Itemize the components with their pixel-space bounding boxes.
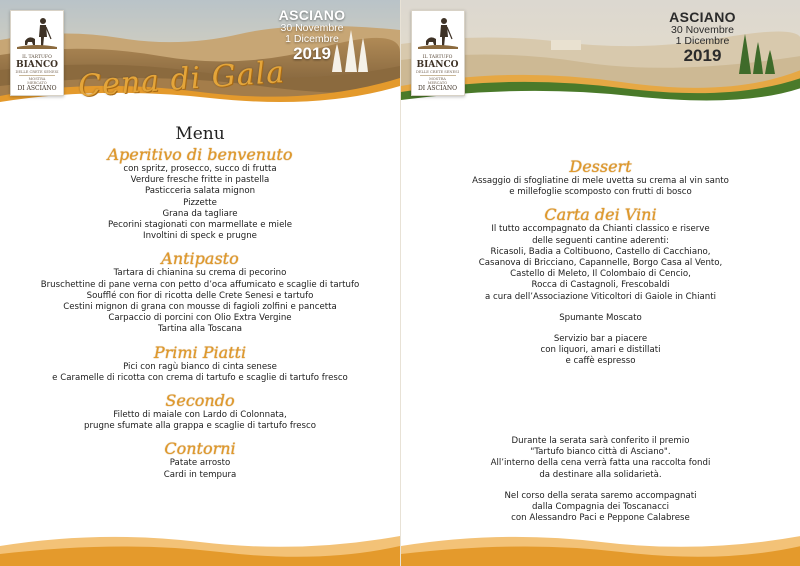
event-city: ASCIANO xyxy=(669,9,736,25)
section-items xyxy=(0,362,400,384)
event-year: 2019 xyxy=(293,44,331,63)
wine-line: Castello di Meleto, Il Colombaio di Cencio, xyxy=(510,269,691,280)
section-title: Contorni xyxy=(164,439,236,459)
note-line: con Alessandro Paci e Peppone Calabrese xyxy=(511,513,690,524)
menu-item: Soufflé con fior di ricotta delle Crete Senesi e tartufo xyxy=(86,290,314,301)
section-primi xyxy=(0,344,400,384)
wine-line: Ricasoli, Badia a Coltibuono, Castello di Cacchiano, xyxy=(490,246,711,257)
menu-item: Cardi in tempura xyxy=(163,469,237,480)
menu-item: e millefoglie scomposto con frutti di bosco xyxy=(509,187,692,198)
section-dessert xyxy=(401,158,800,198)
section-items xyxy=(0,164,400,242)
bar-line: Servizio bar a piacere xyxy=(553,334,648,345)
right-page xyxy=(401,0,800,566)
section-secondo xyxy=(0,392,400,432)
section-items xyxy=(0,458,400,480)
menu-item: Pizzette xyxy=(183,197,217,208)
menu-item: Filetto di maiale con Lardo di Colonnata, xyxy=(113,410,287,421)
spacer xyxy=(401,481,800,491)
event-info xyxy=(661,10,745,65)
menu-title: Menu xyxy=(175,124,225,144)
menu-item: Pici con ragù bianco di cinta senese xyxy=(123,361,277,372)
note-line: da destinare alla solidarietà. xyxy=(539,469,662,480)
section-items xyxy=(0,410,400,432)
menu-item: Pecorini stagionati con marmellate e miele xyxy=(107,220,293,231)
event-date1: 30 Novembre xyxy=(280,22,344,34)
logo-line2: BIANCO xyxy=(416,60,459,70)
menu-item: Cestini mignon di grana con mousse di fagioli zolfini e pancetta xyxy=(63,302,337,313)
gala-banner: Cena di Gala xyxy=(77,54,287,105)
logo-line3: DELLE CRETE SENESI xyxy=(415,70,460,74)
menu-content xyxy=(0,124,400,489)
section-antipasto xyxy=(0,250,400,335)
logo-line2: BIANCO xyxy=(15,60,59,70)
wine-line: a cura dell’Associazione Viticoltori di Gaiole in Chianti xyxy=(485,291,716,302)
logo-line5: DI ASCIANO xyxy=(418,85,457,92)
menu-item: Tartina alla Toscana xyxy=(157,324,243,335)
wine-line: Casanova di Bricciano, Capannelle, Borgo Casa al Vento, xyxy=(478,258,723,269)
truffle-hunter-icon xyxy=(17,15,57,49)
menu-item: Grana da tagliare xyxy=(162,208,238,219)
menu-item: Patate arrosto xyxy=(169,458,231,469)
section-items xyxy=(0,268,400,335)
section-title: Secondo xyxy=(165,391,235,411)
menu-item: Carpaccio di porcini con Olio Extra Vergine xyxy=(108,313,292,324)
note-line: Nel corso della serata saremo accompagnati xyxy=(504,490,697,501)
logo-line4: MOSTRA MERCATO xyxy=(420,75,456,85)
spacer xyxy=(401,324,800,334)
menu-item: e Caramelle di ricotta con crema di tartufo e scaglie di tartufo fresco xyxy=(52,372,348,383)
section-title: Dessert xyxy=(569,157,632,176)
truffle-hunter-icon xyxy=(418,15,458,49)
wine-line: Il tutto accompagnato da Chianti classico e riserve xyxy=(491,224,710,235)
section-title: Carta dei Vini xyxy=(544,205,657,225)
spacer xyxy=(401,303,800,313)
wine-line: Rocca di Castagnoli, Frescobaldi xyxy=(531,280,670,291)
menu-content xyxy=(401,158,800,376)
menu-item: Pasticceria salata mignon xyxy=(144,186,256,197)
logo-line1: IL TARTUFO xyxy=(422,55,453,60)
event-info xyxy=(272,8,352,63)
event-date2: 1 Dicembre xyxy=(285,33,339,45)
spumante-line: Spumante Moscato xyxy=(559,312,642,323)
bar-line: e caffè espresso xyxy=(565,356,636,367)
section-title: Aperitivo di benvenuto xyxy=(107,145,293,164)
footer-wave xyxy=(0,516,400,566)
logo-line3: DELLE CRETE SENESI xyxy=(15,70,59,74)
tartufo-bianco-logo xyxy=(10,10,64,96)
logo-line4: MOSTRA MERCATO xyxy=(19,75,55,85)
menu-item: Bruschettine di pane verna con petto d’oca affumicato e scaglie di tartufo xyxy=(40,279,360,290)
section-aperitivo xyxy=(0,146,400,242)
menu-item: Involtini di speck e prugne xyxy=(143,231,257,242)
tartufo-bianco-logo xyxy=(411,10,465,96)
note-line: Durante la serata sarà conferito il premio xyxy=(511,436,690,446)
menu-item: prugne sfumate alla grappa e scaglie di tartufo fresco xyxy=(84,421,316,432)
note-line: "Tartufo bianco città di Asciano". xyxy=(530,447,671,458)
event-notes xyxy=(401,436,800,524)
logo-line5: DI ASCIANO xyxy=(17,85,57,92)
menu-item: Assaggio di sfogliatine di mele uvetta su crema al vin santo xyxy=(472,176,729,186)
event-date2: 1 Dicembre xyxy=(675,35,730,47)
event-date1: 30 Novembre xyxy=(670,24,735,36)
section-items xyxy=(401,224,800,367)
section-title: Antipasto xyxy=(161,249,239,269)
event-year: 2019 xyxy=(683,46,722,65)
footer-wave xyxy=(401,516,800,566)
wine-line: delle seguenti cantine aderenti: xyxy=(532,235,669,246)
section-wines xyxy=(401,206,800,367)
bar-line: con liquori, amari e distillati xyxy=(540,345,661,356)
menu-item: Tartara di chianina su crema di pecorino xyxy=(113,268,287,279)
event-city: ASCIANO xyxy=(278,7,346,23)
note-line: dalla Compagnia dei Toscanacci xyxy=(531,502,670,513)
note-line: All’interno della cena verrà fatta una raccolta fondi xyxy=(490,458,711,469)
section-items xyxy=(401,176,800,198)
logo-line1: IL TARTUFO xyxy=(22,55,52,60)
section-title: Primi Piatti xyxy=(153,342,247,362)
menu-item: Verdure fresche fritte in pastella xyxy=(130,175,270,186)
menu-item: con spritz, prosecco, succo di frutta xyxy=(123,164,277,174)
section-contorni xyxy=(0,440,400,480)
